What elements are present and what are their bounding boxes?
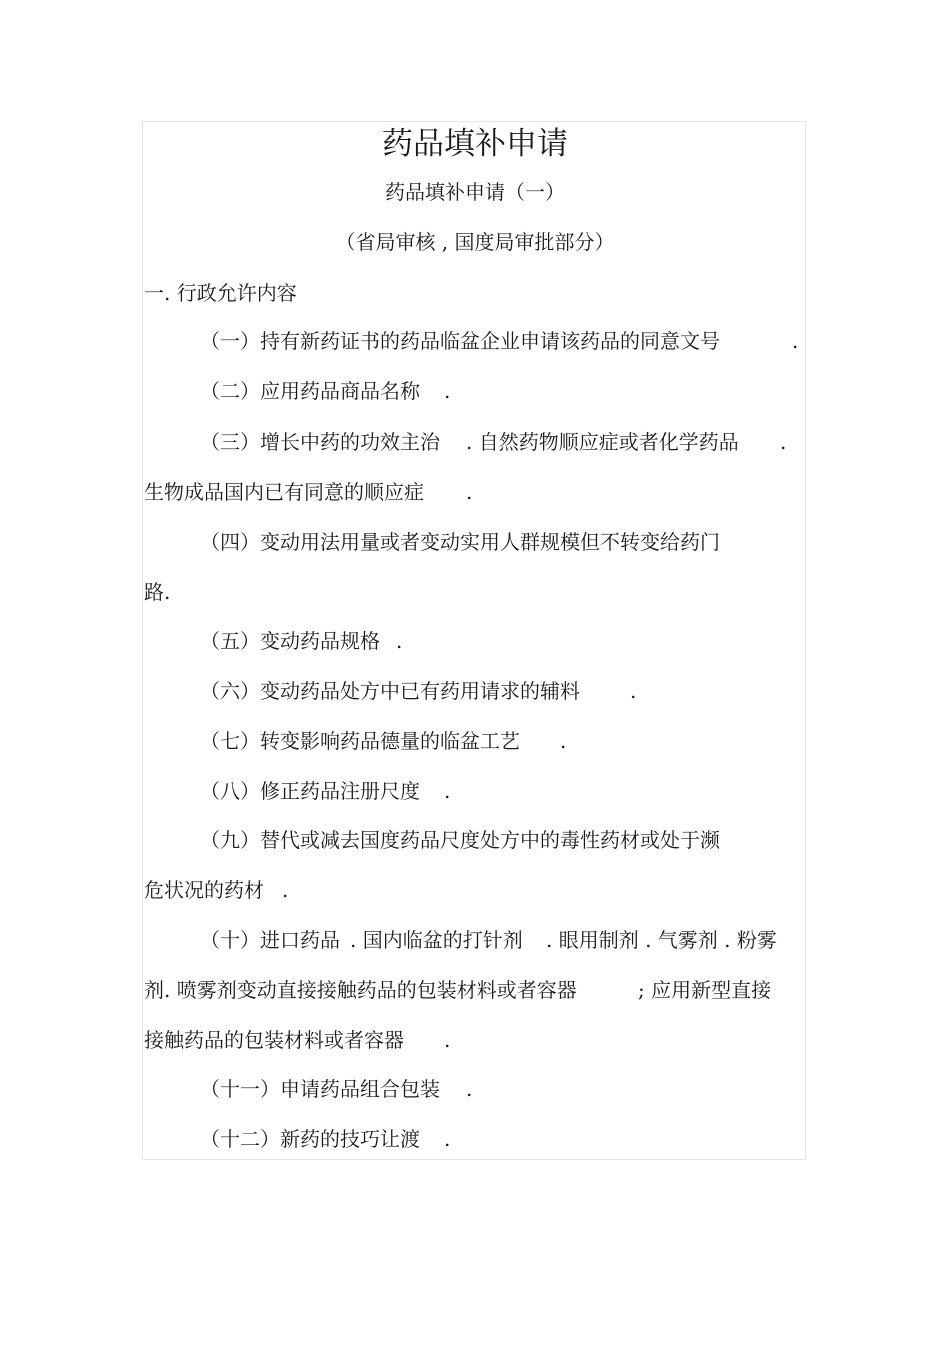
list-item-10-text: （十）进口药品 [200, 928, 340, 952]
list-item-8-punct: . [444, 779, 451, 803]
document-scope: （省局审核 , 国度局审批部分） [335, 230, 615, 254]
list-item-10-punct: . [444, 1028, 451, 1052]
list-item-5-text: （五）变动药品规格 [200, 629, 380, 653]
list-item-9-continuation: 危状况的药材 [144, 878, 264, 902]
list-item-2-text: （二）应用药品商品名称 [200, 379, 420, 403]
list-item-3-continuation: 生物成品国内已有同意的顺应症 [144, 480, 424, 504]
list-item-10-continuation-c: 接触药品的包装材料或者容器 [144, 1028, 404, 1052]
list-item-4-continuation: 路. [144, 580, 171, 604]
list-item-3-punct: . [780, 430, 787, 454]
list-item-7-punct: . [560, 729, 567, 753]
list-item-12-punct: . [444, 1127, 451, 1151]
list-item-2-punct: . [444, 379, 451, 403]
list-item-1-text: （一）持有新药证书的药品临盆企业申请该药品的同意文号 [200, 329, 720, 353]
list-item-8-text: （八）修正药品注册尺度 [200, 779, 420, 803]
list-item-10-continuation-b: ; 应用新型直接 [638, 978, 772, 1002]
list-item-10-continuation: 剂. 喷雾剂变动直接接触药品的包装材料或者容器 [144, 978, 577, 1002]
list-item-1-punct: . [792, 329, 799, 353]
list-item-3-text: （三）增长中药的功效主治 [200, 430, 440, 454]
list-item-10-text-c: . 眼用制剂 . 气雾剂 . 粉雾 [546, 928, 777, 952]
document-subtitle: 药品填补申请（一） [385, 180, 565, 204]
document-title: 药品填补申请 [382, 126, 568, 162]
list-item-3-punct-end: . [466, 480, 473, 504]
list-item-5-punct: . [396, 629, 403, 653]
list-item-12-text: （十二）新药的技巧让渡 [200, 1127, 420, 1151]
list-item-6-text: （六）变动药品处方中已有药用请求的辅料 [200, 679, 580, 703]
list-item-4-text: （四）变动用法用量或者变动实用人群规模但不转变给药门 [200, 530, 720, 554]
list-item-6-punct: . [630, 679, 637, 703]
list-item-11-punct: . [466, 1077, 473, 1101]
list-item-7-text: （七）转变影响药品德量的临盆工艺 [200, 729, 520, 753]
list-item-10-text-b: . 国内临盆的打针剂 [350, 928, 523, 952]
section-heading: 一. 行政允许内容 [144, 281, 297, 305]
list-item-9-text: （九）替代或减去国度药品尺度处方中的毒性药材或处于濒 [200, 828, 720, 852]
list-item-3-text-b: . 自然药物顺应症或者化学药品 [466, 430, 739, 454]
list-item-11-text: （十一）申请药品组合包装 [200, 1077, 440, 1101]
list-item-9-punct: . [282, 878, 289, 902]
